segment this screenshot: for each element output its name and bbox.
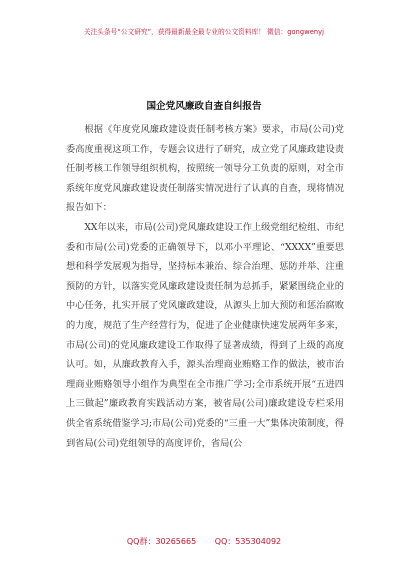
footer-contacts bbox=[0, 536, 408, 547]
paragraph-intro: 根据《年度党风廉政建设责任制考核方案》要求，市局(公司)党委高度重视这项工作，专题会议进行了研究，成立党了风廉政建设责任制考核工作领导组织机构，按照统一领导分工负责的原则，对全市系统年度党风廉政建设责任制落实情况进行了认真的自查，现将情况报告如下： bbox=[66, 124, 344, 214]
header-banner: 关注头条号“公文研究”，获得最新最全最专业的公文资料库！ 微信：gongwenyj bbox=[83, 28, 325, 36]
qq-group-number: QQ群：30265665 bbox=[126, 537, 197, 546]
qq-number: QQ：535304092 bbox=[214, 537, 282, 546]
document-body bbox=[66, 120, 344, 453]
document-title: 国企党风廉政自查自纠报告 bbox=[146, 101, 262, 112]
paragraph-achievements: XX年以来，市局(公司)党风廉政建设工作上级党组纪检组、市纪委和市局(公司)党委的正确领导下，以邓小平理论、“XXXX”重要思想和科学发展观为指导，坚持标本兼治、综合治理、惩防并举、注重预防的方针，以落实党风廉政建设责任制为总抓手，紧紧围绕企业的中心任务，扎实开展了党风廉政建设，从源头上加大预防和惩治腐败的力度，规范了生产经营行为，促进了企业健康快速发展两年多来，市局(公司)的党风廉政建设工作取得了显著成绩，得到了上级的高度认可。如，从廉政教育入手，源头治理商业贿赂工作的做法，被市治理商业贿赂领导小组作为典型在全市推广学习;全市系统开展“五进四上三做起”廉政教育实践活动方案，被省局(公司)廉政建设专栏采用供全省系统借鉴学习;市局(公司)党委的“三重一大”集体决策制度，得到省局(公司)党组领导的高度评价，省局(公 bbox=[66, 221, 344, 449]
